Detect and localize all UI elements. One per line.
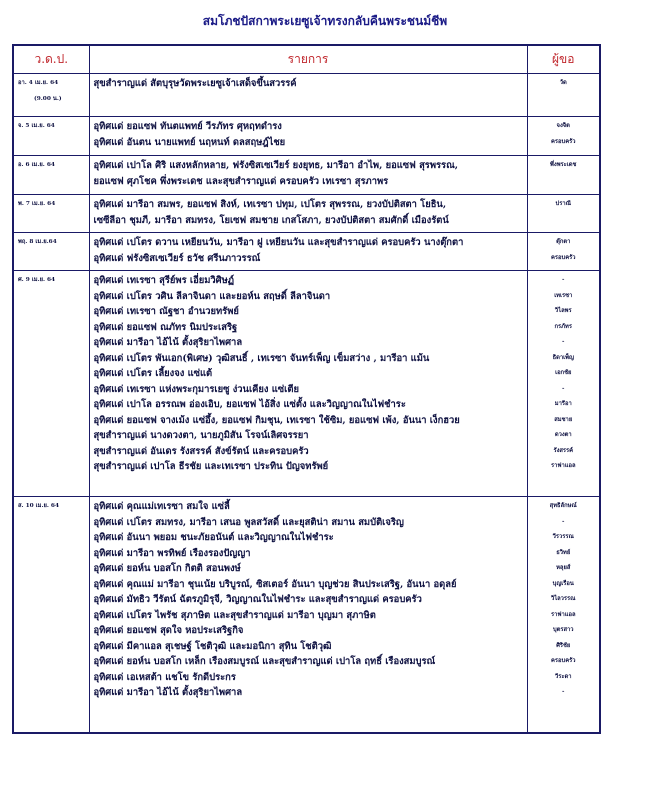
intention-line: อุทิศแด่ ยอแซฟ สุดใจ หอประเสริฐกิจ (93, 625, 244, 636)
intention-line: อุทิศแด่ เปาโล อรรณพ อ่องเอิบ, ยอแซฟ ไอ้สิ่ง แซ่ตั้ง และวิญญาณในไฟชำระ (93, 399, 406, 410)
requester-line: สมชาย (554, 416, 573, 423)
intention-cell (89, 497, 527, 734)
intention-line: อุทิศแด่ เปโตร ดวาน เหยียนวัน, มารีอา ฝู เหยียนวัน และสุขสำราญแด่ ครอบครัว นางตุ๊กตา (93, 237, 464, 248)
intention-cell (89, 156, 527, 195)
intention-line: อุทิศแด่ มารีอา พรทิพย์ เรืองรองปัญญา (93, 547, 251, 559)
intention-line: อุทิศแด่ เปโตร ไพรัช สุภาษิต และสุขสำราญแด่ มารีอา บุญมา สุภาษิต (93, 609, 376, 621)
intention-line: อุทิศแด่ ยอแซฟ ณภัทร นิมประเสริฐ (93, 321, 238, 333)
intention-line: อุทิศแด่ เปาโล ศิริ แสงหลักหลาย, ฟรังซิสเซเวียร์ ยงยุทธ, มารีอา อำไพ, ยอแซฟ สุรพรรณ, (93, 160, 459, 171)
table-row (13, 195, 600, 233)
date-text: อ. 6 เม.ย. 64 (18, 162, 55, 168)
date-text: ส. 10 เม.ย. 64 (18, 503, 59, 509)
requester-line: ครอบครัว (551, 138, 576, 145)
requester-line: วิไลพร (554, 308, 572, 314)
table-row (13, 74, 600, 117)
date-text: พ. 7 เม.ย. 64 (18, 201, 56, 207)
intention-line: สุขสำราญแด่ อันเดร รังสรรค์ สังข์รัตน์ และครอบครัว (93, 445, 309, 457)
requester-line: วัด (559, 80, 567, 86)
intention-cell (89, 195, 527, 233)
date-cell (13, 233, 89, 271)
requester-line: - (562, 277, 565, 283)
date-text: จ. 5 เม.ย. 64 (18, 123, 55, 129)
requester-line: กรภัทร (554, 323, 572, 330)
intention-line: อุทิศแด่ ยอห์น บอสโก กิตติ สอนพงษ์ (93, 563, 241, 574)
date-text: ศ. 9 เม.ย. 64 (18, 277, 56, 283)
mass-intention-table (12, 44, 601, 734)
requester-cell (527, 233, 600, 271)
intention-line: อุทิศแด่ เปโตร วศิน ลีลาจินดา และยอห์น สฤษดิ์ ลีลาจินดา (93, 290, 331, 302)
intention-line: เซซีลีอา ชุมภี, มารีอา สมทรง, โยเซฟ สมชาย เกสโสภา, ยวงบัปติสตา สมศักดิ์ เมืองรัตน์ (93, 214, 449, 226)
table-row (13, 497, 600, 734)
intention-line: อุทิศแด่ ยอห์น บอสโก เหล็ก เรืองสมบูรณ์ และสุขสำราญแด่ เปาโล ฤทธิ์ เรืองสมบูรณ์ (93, 656, 436, 667)
requester-line: วีรวรรณ (552, 534, 574, 540)
intention-line: อุทิศแด่ อันนา พยอม ชนะภัยอนันต์ และวิญญาณในไฟชำระ (93, 532, 334, 543)
requester-line: ศิริชัย (556, 642, 571, 649)
intention-cell (89, 271, 527, 497)
date-cell (13, 195, 89, 233)
requester-line: มารีอา (554, 401, 572, 407)
requester-line: เทเรซา (554, 292, 573, 299)
date-text: พฤ. 8 เม.ย.64 (18, 239, 57, 245)
requester-line: ธิดาเพ็ญ (552, 354, 574, 361)
date-text: อา. 4 เม.ย. 64 (18, 80, 59, 86)
intention-line: อุทิศแด่ มารีอา ไอ้ไน้ ตั้งสุริยาไพศาล (93, 687, 243, 698)
intention-line: อุทิศแด่ มารีอา ไอ้ไน้ ตั้งสุริยาไพศาล (93, 337, 243, 348)
intention-line: อุทิศแด่ เปโตร เลี้ยงจง แซ่แต้ (93, 368, 213, 379)
requester-cell (527, 156, 600, 195)
requester-line: บุญเรือน (552, 580, 574, 587)
table-body (13, 74, 600, 734)
intention-line: อุทิศแด่ เอเหสต้า แชโข รักดีประกร (93, 671, 236, 683)
date-cell (13, 117, 89, 156)
intention-line: อุทิศแด่ เทเรซา สุรีย์พร เอี่ยมวิศิษฏ์ (93, 275, 235, 286)
intention-line: ยอแซฟ ศุภโชค พึ่งพระเดช และสุขสำราญแด่ ครอบครัว เทเรซา สุรภาพร (93, 175, 389, 187)
requester-cell (527, 271, 600, 497)
date-cell (13, 497, 89, 734)
intention-line: อุทิศแด่ เทเรซา ณัฐชา อำนวยทรัพย์ (93, 306, 239, 317)
requester-line: ธวิทย์ (556, 549, 571, 556)
intention-line: อุทิศแด่ มารีอา สมพร, ยอแซฟ สิงห์, เทเรซา ปทุม, เปโตร สุพรรณ, ยวงบัปติสตา โยธิน, (93, 199, 447, 210)
requester-line: พึ่งพระเดช (550, 162, 577, 168)
requester-line: รังสรรค์ (553, 447, 574, 454)
page-title: สมโภชปัสกาพระเยซูเจ้าทรงกลับคืนพระชนม์ชีพ (202, 14, 448, 28)
intention-line: อุทิศแด่ อันตน นายแพทย์ นฤหนท์ ดลสฤษฎ์ไชย (93, 136, 286, 148)
requester-cell (527, 74, 600, 117)
intention-line: อุทิศแด่ ฟรังซิสเซเวียร์ ธวัช ศรีนภาวรรณ์ (93, 252, 261, 264)
requester-cell (527, 497, 600, 734)
requester-line: ราฟาแอล (551, 611, 576, 618)
intention-cell (89, 233, 527, 271)
requester-line: สุทธิลักษณ์ (549, 503, 577, 509)
intention-line: สุขสำราญแด่ เปาโล ธีรชัย และเทเรซา ประทิน ปัญจทรัพย์ (93, 461, 329, 472)
requester-line: เอกชัย (555, 370, 572, 376)
requester-line: จงจิต (556, 123, 570, 129)
intention-line: อุทิศแด่ คุณแม่เทเรซา สมใจ แซ่ลี้ (93, 501, 230, 512)
requester-cell (527, 117, 600, 156)
intention-line: อุทิศแด่ เปโตร สมทรง, มารีอา เสนอ พูลสวัสดิ์ และยุสติน่า สมาน สมบัติเจริญ (93, 516, 404, 528)
requester-line: ตุ๊กตา (556, 239, 571, 245)
date-cell (13, 271, 89, 497)
header-requester: ผู้ขอ (527, 45, 600, 74)
requester-line: - (562, 339, 565, 345)
requester-line: - (562, 385, 565, 392)
requester-line: วิไลวรรณ (550, 596, 576, 602)
date-cell (13, 74, 89, 117)
table-row (13, 271, 600, 497)
intention-line: อุทิศแด่ ยอแซฟ ทันตแพทย์ วีรภัทร ศุหฤทดำรง (93, 121, 282, 132)
intention-line: สุขสำราญแด่ นางดวงตา, นายภูมิสัน โรจน์เลิศจรรยา (93, 430, 309, 441)
requester-line: ราฟาแอล (551, 463, 576, 469)
intention-line: อุทิศแด่ มีคาแอล สุเชษฐ์ โชติวุฒิ และมอนิกา สุทิน โชติวุฒิ (93, 640, 332, 652)
intention-line: อุทิศแด่ มัทธิว วีรัตน์ ฉัตรภูมิรุจี, วิญญาณในไฟชำระ และสุขสำราญแด่ ครอบครัว (93, 594, 422, 605)
requester-line: วีระดา (554, 673, 572, 680)
header-item: รายการ (89, 45, 527, 74)
requester-line: หลุยส์ (556, 565, 571, 571)
intention-line: อุทิศแด่ เปโตร พันเอก(พิเศษ) วุฒิสนธิ์ , เทเรซา จันทร์เพ็ญ เข็มสว่าง , มารีอา แม้น (93, 352, 430, 364)
requester-cell (527, 195, 600, 233)
requester-line: ครอบครัว (551, 254, 576, 261)
date-cell (13, 156, 89, 195)
table-row (13, 117, 600, 156)
intention-line: อุทิศแด่ ยอแซฟ จางเม้ง แซ่อึ้ง, ยอแซฟ กิมชุน, เทเรซา ใช้ซิม, ยอแซฟ เพ้ง, อันนา เง็กฮวย (93, 414, 460, 426)
requester-line: ปราณี (555, 201, 571, 207)
intention-cell (89, 117, 527, 156)
header-date: ว.ด.ป. (13, 45, 89, 74)
requester-line: ดวงตา (554, 432, 572, 438)
intention-cell (89, 74, 527, 117)
intention-line: อุทิศแด่ เทเรซา แห่งพระกุมารเยซู ง่วนเคียง แซ่เตีย (93, 383, 299, 395)
intention-line: อุทิศแด่ คุณแม่ มารีอา ชุนเน้ย บริบูรณ์, ซิสเตอร์ อันนา บุญช่วย สินประเสริฐ, อันนา อดุลย์ (93, 578, 457, 590)
intention-line: สุขสำราญแด่ สัตบุรุษวัดพระเยซูเจ้าเสด็จขึ้นสวรรค์ (93, 78, 297, 89)
table-row (13, 233, 600, 271)
requester-line: - (562, 518, 565, 525)
requester-line: - (562, 689, 565, 695)
date-time-text: (9.00 น.) (34, 95, 62, 102)
table-row (13, 156, 600, 195)
requester-line: บุตรสาว (552, 627, 574, 633)
requester-line: ครอบครัว (551, 658, 576, 664)
table-header-row (13, 45, 600, 74)
